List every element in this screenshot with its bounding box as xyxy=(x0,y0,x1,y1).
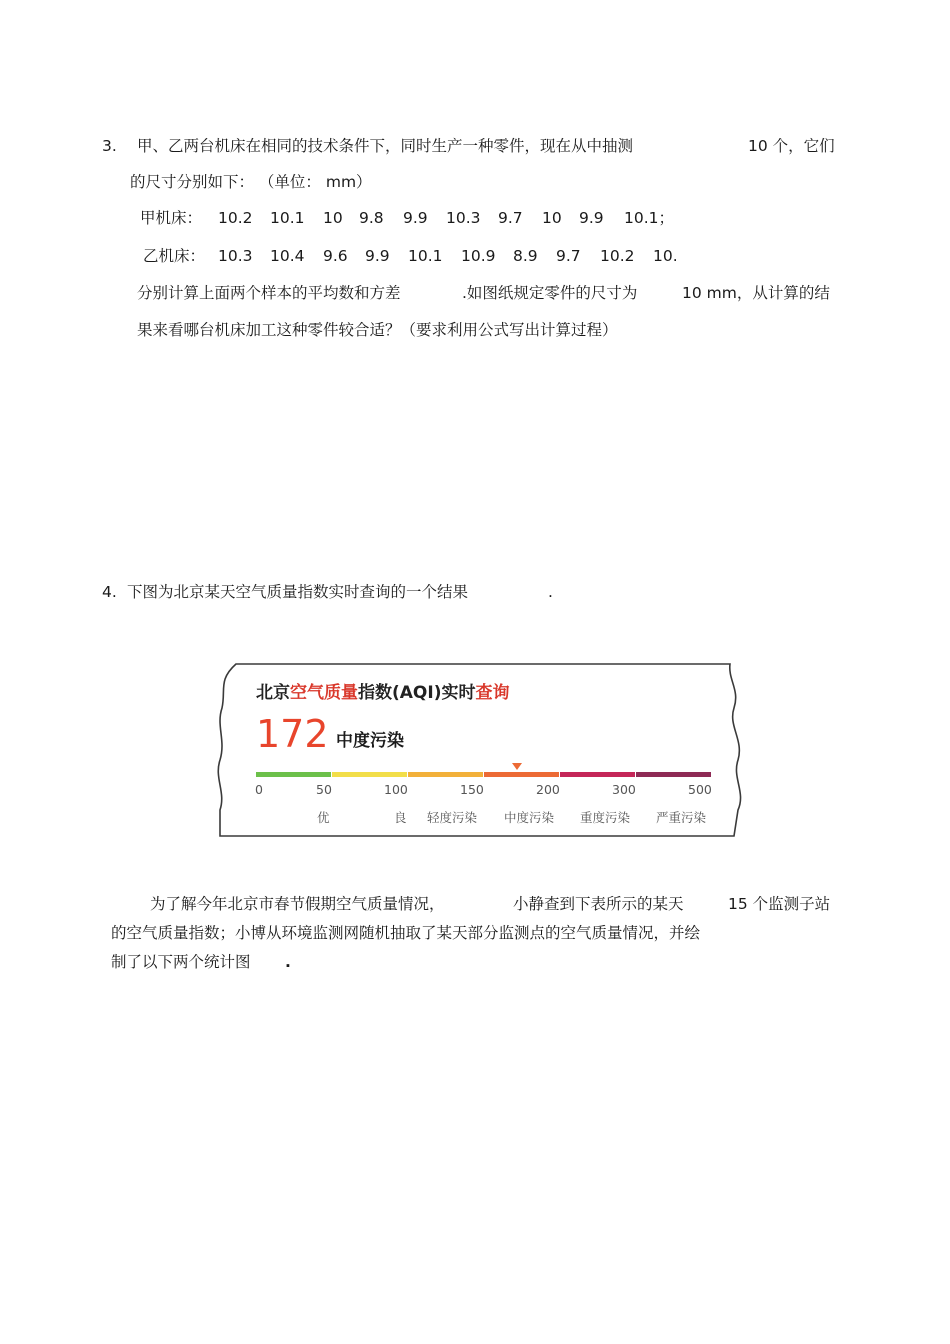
q4-paragraph-c: 15 个监测子站 xyxy=(728,895,831,913)
aqi-tick-label: 0 xyxy=(255,782,263,797)
machine-a-value: 10.3 xyxy=(446,209,481,227)
aqi-title-part: 空气质量 xyxy=(290,683,358,703)
aqi-category-label: 严重污染 xyxy=(656,810,707,825)
machine-b-value: 10.1 xyxy=(408,247,443,265)
machine-a-value: 10.2 xyxy=(218,209,253,227)
q3-instruction-a: 分别计算上面两个样本的平均数和方差 xyxy=(137,284,401,302)
machine-b-value: 10.3 xyxy=(218,247,253,265)
aqi-category-label: 良 xyxy=(394,810,407,825)
machine-a-row xyxy=(140,208,675,228)
machine-a-value: 10.1； xyxy=(624,209,675,227)
machine-a-label: 甲机床： xyxy=(140,209,203,227)
machine-b-value: 10.9 xyxy=(461,247,496,265)
q3-line1-text: 甲、乙两台机床在相同的技术条件下，同时生产一种零件，现在从中抽测 xyxy=(137,137,634,155)
q4-paragraph-a: 为了解今年北京市春节假期空气质量情况， xyxy=(150,895,445,913)
aqi-tick-label: 300 xyxy=(612,782,636,797)
machine-a-value: 10 xyxy=(323,209,343,227)
machine-b-value: 9.9 xyxy=(365,247,390,265)
q4-paragraph-b: 小静查到下表所示的某天 xyxy=(513,895,684,913)
aqi-scale-segment xyxy=(256,772,331,777)
aqi-scale-segment xyxy=(484,772,559,777)
q4-intro-period: . xyxy=(548,583,553,601)
machine-b-value: 9.6 xyxy=(323,247,348,265)
aqi-category-label: 中度污染 xyxy=(504,810,555,825)
machine-b-value: 10.2 xyxy=(600,247,635,265)
aqi-level: 中度污染 xyxy=(336,731,404,751)
aqi-tick-label: 50 xyxy=(316,782,332,797)
aqi-scale-segment xyxy=(332,772,407,777)
q4-paragraph-period: . xyxy=(285,953,291,971)
aqi-scale-segment xyxy=(408,772,483,777)
machine-b-value: 9.7 xyxy=(556,247,581,265)
q3-instruction-b: .如图纸规定零件的尺寸为 xyxy=(462,284,638,302)
aqi-category-label: 优 xyxy=(317,810,330,825)
q3-unit-line: 的尺寸分别如下： （单位： mm） xyxy=(130,173,372,191)
machine-b-value: 10.4 xyxy=(270,247,305,265)
aqi-value: 172 xyxy=(256,712,329,756)
aqi-tick-label: 200 xyxy=(536,782,560,797)
aqi-scale-segment xyxy=(636,772,711,777)
aqi-title-part: 北京 xyxy=(256,683,290,703)
machine-b-value: 8.9 xyxy=(513,247,538,265)
q3-instruction-line2: 果来看哪台机床加工这种零件较合适？（要求利用公式写出计算过程） xyxy=(137,321,618,339)
q4-paragraph-line2: 的空气质量指数；小博从环境监测网随机抽取了某天部分监测点的空气质量情况，并绘 xyxy=(111,924,701,942)
machine-a-value: 9.7 xyxy=(498,209,523,227)
machine-a-value: 9.8 xyxy=(359,209,384,227)
machine-b-label: 乙机床： xyxy=(143,247,206,265)
machine-b-value: 10. xyxy=(653,247,678,265)
machine-b-row xyxy=(143,246,678,266)
q4-intro: 下图为北京某天空气质量指数实时查询的一个结果 xyxy=(127,583,469,601)
aqi-scale-segment xyxy=(560,772,635,777)
aqi-result-panel xyxy=(214,660,746,840)
aqi-category-label: 轻度污染 xyxy=(427,810,478,825)
aqi-title-part: 查询 xyxy=(475,683,510,703)
q3-number: 3. xyxy=(102,137,117,155)
aqi-marker-icon xyxy=(512,763,522,770)
q4-paragraph-line3: 制了以下两个统计图 xyxy=(111,953,251,971)
machine-a-value: 10 xyxy=(542,209,562,227)
aqi-tick-label: 100 xyxy=(384,782,408,797)
machine-a-value: 9.9 xyxy=(403,209,428,227)
aqi-tick-label: 150 xyxy=(460,782,484,797)
q3-line1-tail: 10 个，它们 xyxy=(748,137,835,155)
machine-a-value: 10.1 xyxy=(270,209,305,227)
aqi-title-part: 指数(AQI)实时 xyxy=(358,683,476,703)
machine-a-value: 9.9 xyxy=(579,209,604,227)
q3-instruction-c: 10 mm，从计算的结 xyxy=(682,284,830,302)
aqi-tick-label: 500 xyxy=(688,782,712,797)
q4-number: 4. xyxy=(102,583,117,601)
aqi-title xyxy=(256,678,509,703)
aqi-category-label: 重度污染 xyxy=(580,810,631,825)
